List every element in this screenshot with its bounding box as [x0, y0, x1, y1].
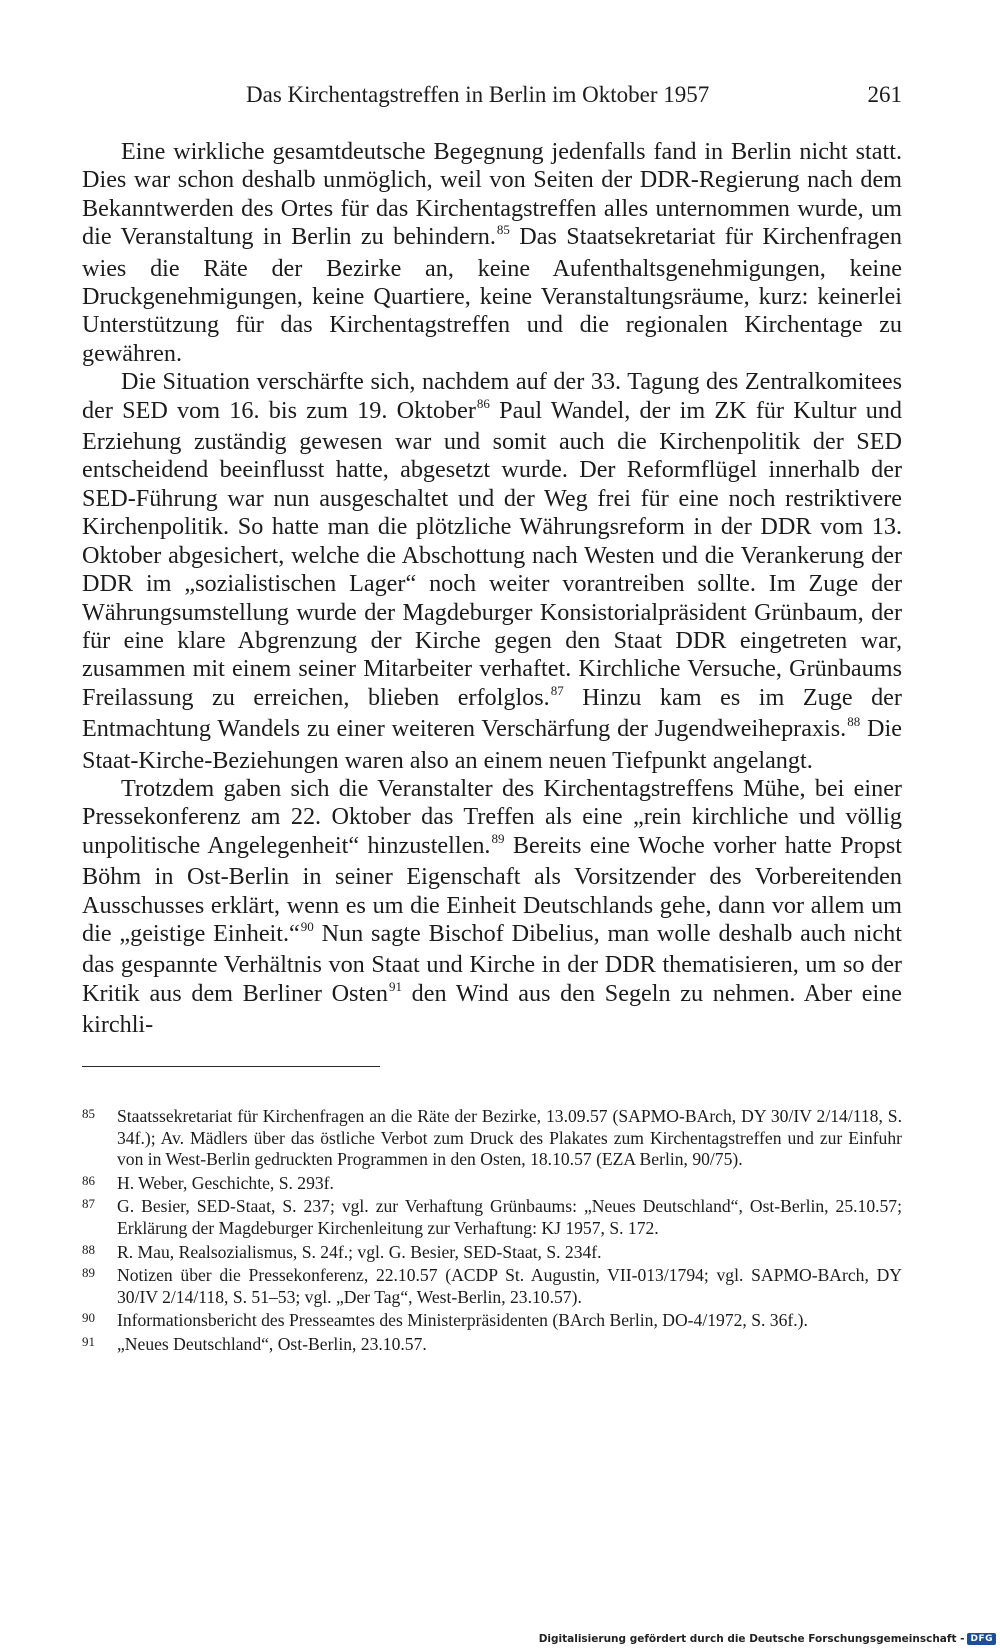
footnote-90	[82, 1310, 902, 1332]
footnote-ref-85: 85	[496, 222, 510, 238]
digitization-credit	[539, 1633, 996, 1645]
footnote-87	[82, 1196, 902, 1239]
page-number: 261	[867, 82, 902, 107]
footnote-text: Staatssekretariat für Kirchenfragen an die Räte der Bezirke, 13.09.57 (SAPMO-BArch, DY 30/IV 2/14/118, S. 34f.); Av. Mädlers über das östliche Verbot zum Druck des Plakates zum Kirchentagstreffen und zur Einfuhr von in West-Berlin gedruckten Programmen in den Osten, 18.10.57 (EZA Berlin, 90/75).	[117, 1106, 902, 1170]
paragraph-text: Nun sagte Bischof Dibelius, man wolle deshalb auch nicht das gespannte Verhältnis von Staat und Kirche in der DDR thematisieren, um so der Kritik aus dem Berliner Osten	[82, 919, 902, 1007]
footnote-number: 88	[82, 1241, 95, 1257]
footnote-divider	[82, 1066, 380, 1067]
footnote-number: 91	[82, 1333, 95, 1349]
footnote-ref-86: 86	[476, 395, 490, 411]
footnote-91	[82, 1334, 902, 1356]
footnote-number: 86	[82, 1172, 95, 1188]
footnote-ref-89: 89	[491, 830, 505, 846]
paragraph-3	[82, 775, 902, 1040]
footnote-text: Notizen über die Pressekonferenz, 22.10.57 (ACDP St. Augustin, VII-013/1794; vgl. SAPMO-BArch, DY 30/IV 2/14/118, S. 51–53; vgl. „Der Tag“, West-Berlin, 23.10.57).	[117, 1265, 902, 1307]
footnote-text: Informationsbericht des Presseamtes des Ministerpräsidenten (BArch Berlin, DO-4/1972, S. 36f.).	[117, 1310, 808, 1331]
body-text	[82, 138, 902, 1040]
footnote-ref-91: 91	[389, 978, 403, 994]
footnote-85	[82, 1106, 902, 1171]
credit-text: Digitalisierung gefördert durch die Deutsche Forschungsgemeinschaft -	[538, 1633, 965, 1645]
paragraph-text: Das Staatsekretariat für Kirchenfragen wies die Räte der Bezirke an, keine Aufenthaltsgenehmigungen, keine Druckgenehmigungen, keine Quartiere, keine Veranstaltungsräume, kurz: keinerlei Unterstützung für das Kirchentagstreffen und die regionalen Kirchentage zu gewähren.	[82, 223, 902, 367]
page-header	[82, 82, 902, 114]
paragraph-text: Bereits eine Woche vorher hatte Propst Böhm in Ost-Berlin in seiner Eigenschaft als Vorsitzender des Vorbereitenden Ausschusses erklärt, wenn es um die Einheit Deutschlands gehe, dann vor allem um die „geistige Einheit.“	[82, 831, 903, 947]
footnote-ref-88: 88	[847, 714, 861, 730]
footnote-number: 87	[82, 1196, 95, 1212]
footnote-86	[82, 1173, 902, 1195]
paragraph-text: Die Staat-Kirche-Beziehungen waren also an einem neuen Tiefpunkt angelangt.	[82, 715, 902, 774]
dfg-logo: DFG	[967, 1633, 996, 1645]
paragraph-text: Eine wirkliche gesamtdeutsche Begegnung jedenfalls fand in Berlin nicht statt. Dies war schon deshalb unmöglich, weil von Seiten der DDR-Regierung nach dem Bekanntwerden des Ortes für das Kirchentagstreffen alles unternommen wurde, um die Veranstaltung in Berlin zu behindern.	[82, 138, 902, 251]
paragraph-text: den Wind aus den Segeln zu nehmen. Aber eine kirchli-	[82, 979, 903, 1039]
paragraph-1	[82, 138, 902, 368]
footnote-text: H. Weber, Geschichte, S. 293f.	[117, 1172, 334, 1193]
paragraph-text: Trotzdem gaben sich die Veranstalter des Kirchentagstreffens Mühe, bei einer Pressekonferenz am 22. Oktober das Treffen als eine „rein kirchliche und völlig unpolitische Angelegenheit“ hinzustellen.	[82, 774, 902, 859]
footnote-text: R. Mau, Realsozialismus, S. 24f.; vgl. G. Besier, SED-Staat, S. 234f.	[117, 1241, 602, 1262]
footnote-number: 90	[82, 1310, 95, 1326]
footnote-ref-87: 87	[550, 682, 564, 698]
footnote-text: G. Besier, SED-Staat, S. 237; vgl. zur Verhaftung Grünbaums: „Neues Deutschland“, Ost-Berlin, 25.10.57; Erklärung der Magdeburger Kirchenleitung zur Verhaftung: KJ 1957, S. 172.	[117, 1196, 902, 1238]
footnote-88	[82, 1242, 902, 1264]
footnote-text: „Neues Deutschland“, Ost-Berlin, 23.10.57.	[117, 1333, 427, 1354]
paragraph-text: Paul Wandel, der im ZK für Kultur und Erziehung zuständig gewesen war und somit auch die Kirchenpolitik der SED entscheidend beeinflusst hatte, abgesetzt wurde. Der Reformflügel innerhalb der SED-Führung war nun ausgeschaltet und der Weg frei für eine noch restriktivere Kirchenpolitik. So hatte man die plötzliche Währungsreform in der DDR vom 13. Oktober abgesichert, welche die Abschottung nach Westen und die Verankerung der DDR im „sozialistischen Lager“ noch weiter vorantreiben sollte. Im Zuge der Währungsumstellung wurde der Magdeburger Konsistorialpräsident Grünbaum, der für eine klare Abgrenzung der Kirche gegen den Staat DDR eingetreten war, zusammen mit einem seiner Mitarbeiter verhaftet. Kirchliche Versuche, Grünbaums Freilassung zu erreichen, blieben erfolglos.	[82, 396, 902, 711]
footnote-number: 85	[82, 1106, 95, 1121]
paragraph-2	[82, 368, 902, 775]
running-title: Das Kirchentagstreffen in Berlin im Oktober 1957	[246, 82, 710, 107]
paragraph-text: Die Situation verschärfte sich, nachdem auf der 33. Tagung des Zentralkomitees der SED vom 16. bis zum 19. Oktober	[82, 368, 902, 424]
paragraph-text: Hinzu kam es im Zuge der Entmachtung Wandels zu einer weiteren Verschärfung der Jugendweihepraxis.	[82, 683, 902, 743]
footnote-number: 89	[82, 1265, 95, 1281]
footnotes	[82, 1106, 902, 1358]
footnote-ref-90: 90	[300, 918, 314, 934]
footnote-89	[82, 1265, 902, 1308]
